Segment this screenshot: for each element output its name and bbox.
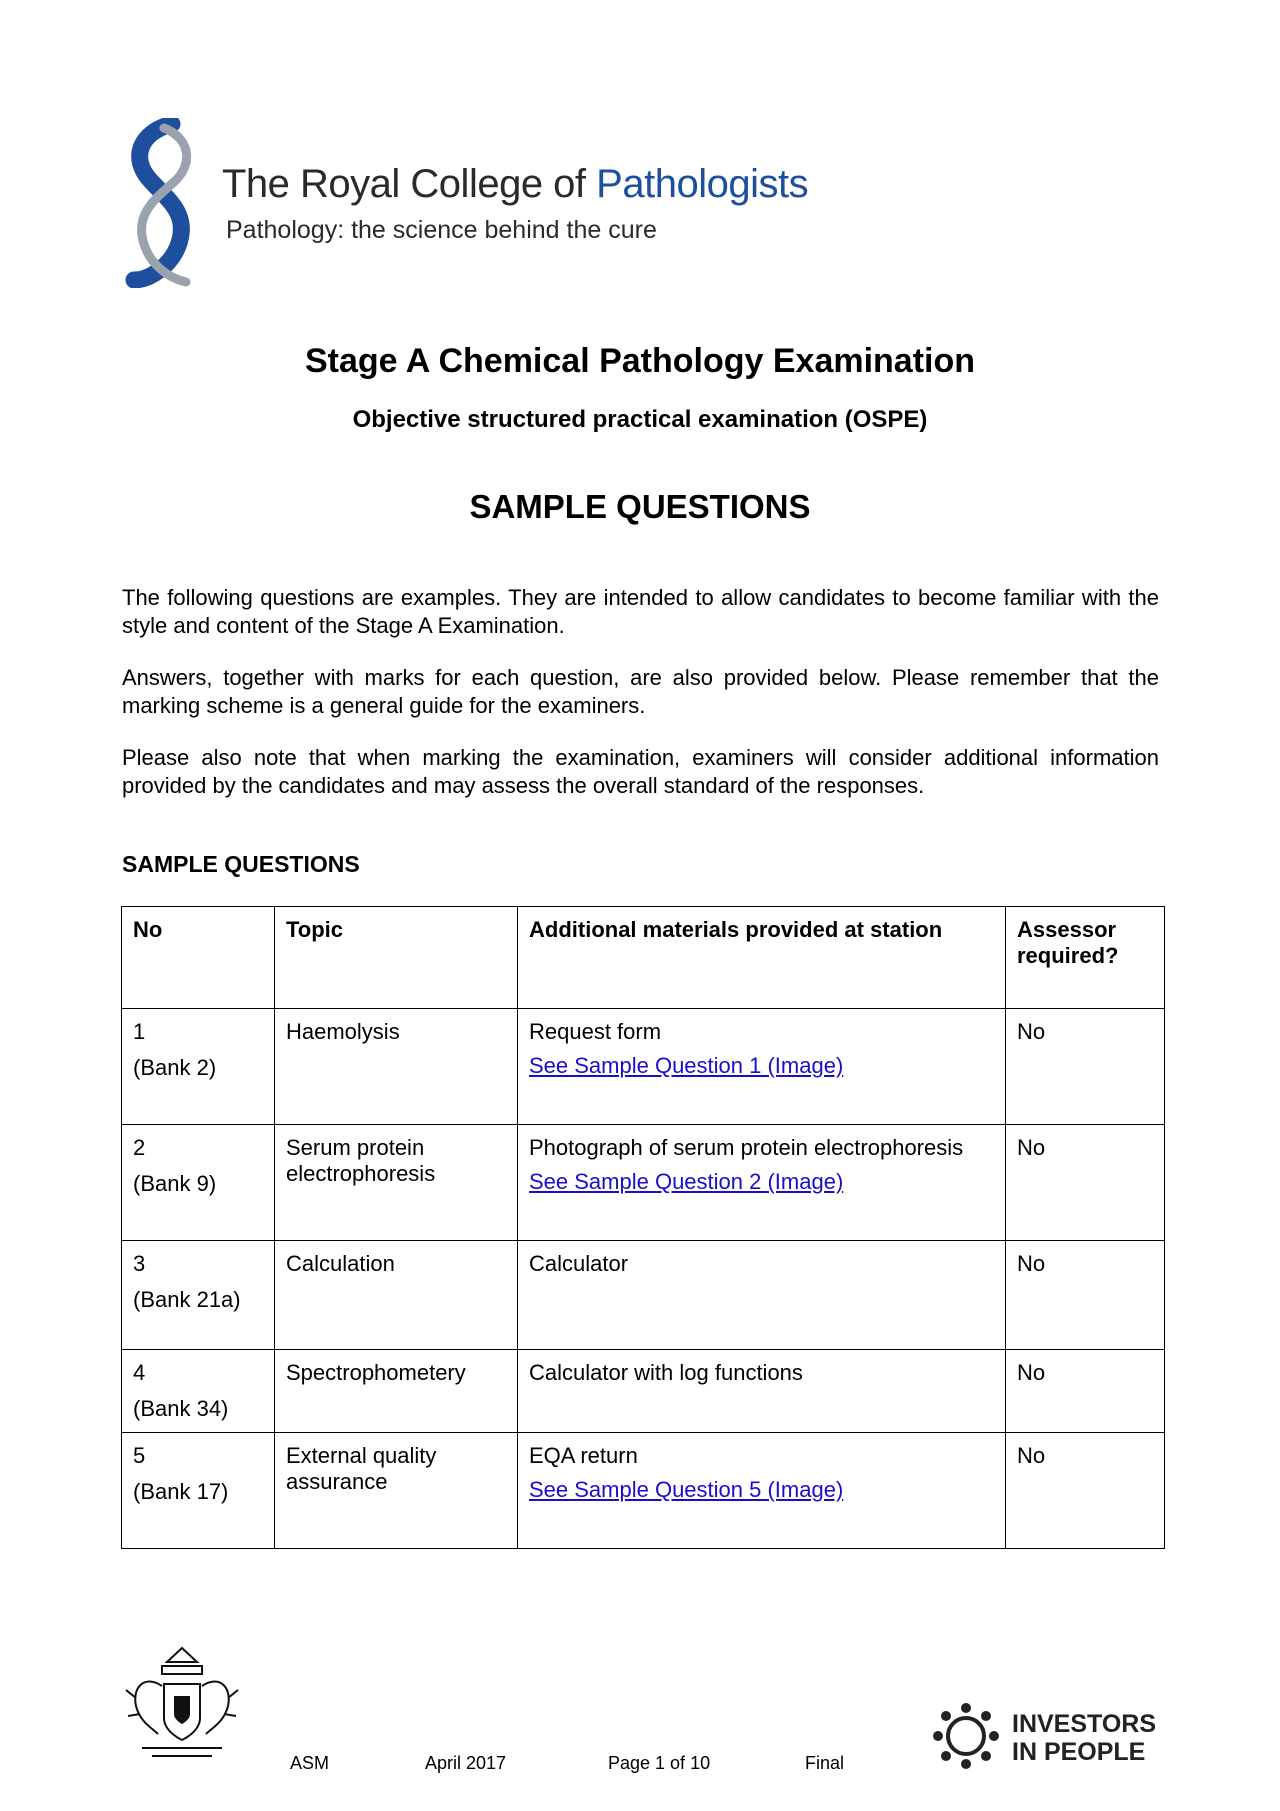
row-number: 4 [133,1360,146,1385]
sample-question-2-link[interactable]: See Sample Question 2 (Image) [529,1169,844,1194]
footer-date: April 2017 [425,1753,507,1773]
investors-in-people-text [1012,1710,1156,1766]
investors-line-2: IN PEOPLE [1012,1738,1146,1766]
cell-topic: Calculation [275,1241,518,1350]
intro-paragraph-1: The following questions are examples. They are intended to allow candidates to become familiar with the style and content of the Stage A Examination. [122,585,1159,638]
header-assessor: Assessor required? [1006,907,1165,1009]
footer-author: ASM [290,1753,330,1773]
cell-assessor: No [1006,1125,1165,1241]
materials-text: Request form [529,1019,662,1044]
table-row [122,1009,1165,1125]
cell-assessor: No [1006,1433,1165,1549]
main-heading: SAMPLE QUESTIONS [469,488,811,525]
header-materials: Additional materials provided at station [518,907,1006,1009]
materials-text: Calculator with log functions [529,1360,803,1385]
investors-in-people-icon [930,1700,1002,1772]
college-logo [120,118,809,288]
row-number: 2 [133,1135,146,1160]
table-row [122,1241,1165,1350]
cell-no [122,1009,275,1125]
crest-icon [122,1644,242,1764]
row-bank: (Bank 34) [133,1396,229,1421]
intro-paragraph-2: Answers, together with marks for each question, are also provided below. Please remember that the marking scheme is a general guide for the examiners. [122,665,1159,718]
investors-line-1: INVESTORS [1012,1710,1157,1738]
cell-topic: Serum protein electrophoresis [275,1125,518,1241]
sample-question-1-link[interactable]: See Sample Question 1 (Image) [529,1053,844,1078]
cell-assessor: No [1006,1350,1165,1433]
row-bank: (Bank 2) [133,1055,217,1080]
cell-assessor: No [1006,1009,1165,1125]
cell-topic: Spectrophometery [275,1350,518,1433]
header-no: No [122,907,275,1009]
college-tagline: Pathology: the science behind the cure [226,216,657,244]
row-bank: (Bank 21a) [133,1287,241,1312]
cell-materials [518,1241,1006,1350]
cell-materials [518,1125,1006,1241]
college-name [222,162,808,207]
page-subtitle: Objective structured practical examination (OSPE) [352,406,928,433]
investors-in-people-logo [930,1700,1170,1780]
college-logo-icon [120,118,210,288]
cell-materials [518,1350,1006,1433]
sample-question-5-link[interactable]: See Sample Question 5 (Image) [529,1477,844,1502]
header-topic: Topic [275,907,518,1009]
table-header-row [122,907,1165,1009]
row-number: 1 [133,1019,146,1044]
intro-paragraph-3: Please also note that when marking the examination, examiners will consider additional information provided by the candidates and may assess the overall standard of the responses. [122,745,1159,798]
section-heading: SAMPLE QUESTIONS [122,851,360,877]
page-title: Stage A Chemical Pathology Examination [304,342,976,380]
sample-questions-table [121,906,1165,1549]
college-name-accent: Pathologists [596,162,809,206]
materials-text: Photograph of serum protein electrophoresis [529,1135,964,1160]
table-row [122,1433,1165,1549]
table-row [122,1350,1165,1433]
row-bank: (Bank 17) [133,1479,229,1504]
materials-text: Calculator [529,1251,629,1276]
cell-materials [518,1009,1006,1125]
row-number: 3 [133,1251,146,1276]
cell-no [122,1125,275,1241]
cell-assessor: No [1006,1241,1165,1350]
row-number: 5 [133,1443,146,1468]
cell-materials [518,1433,1006,1549]
row-bank: (Bank 9) [133,1171,217,1196]
footer-status: Final [805,1753,845,1773]
cell-topic: Haemolysis [275,1009,518,1125]
college-name-plain: The Royal College of [222,162,597,206]
cell-no [122,1433,275,1549]
table-row [122,1125,1165,1241]
cell-topic: External quality assurance [275,1433,518,1549]
cell-no [122,1241,275,1350]
footer-page: Page 1 of 10 [608,1753,711,1773]
materials-text: EQA return [529,1443,638,1468]
cell-no [122,1350,275,1433]
